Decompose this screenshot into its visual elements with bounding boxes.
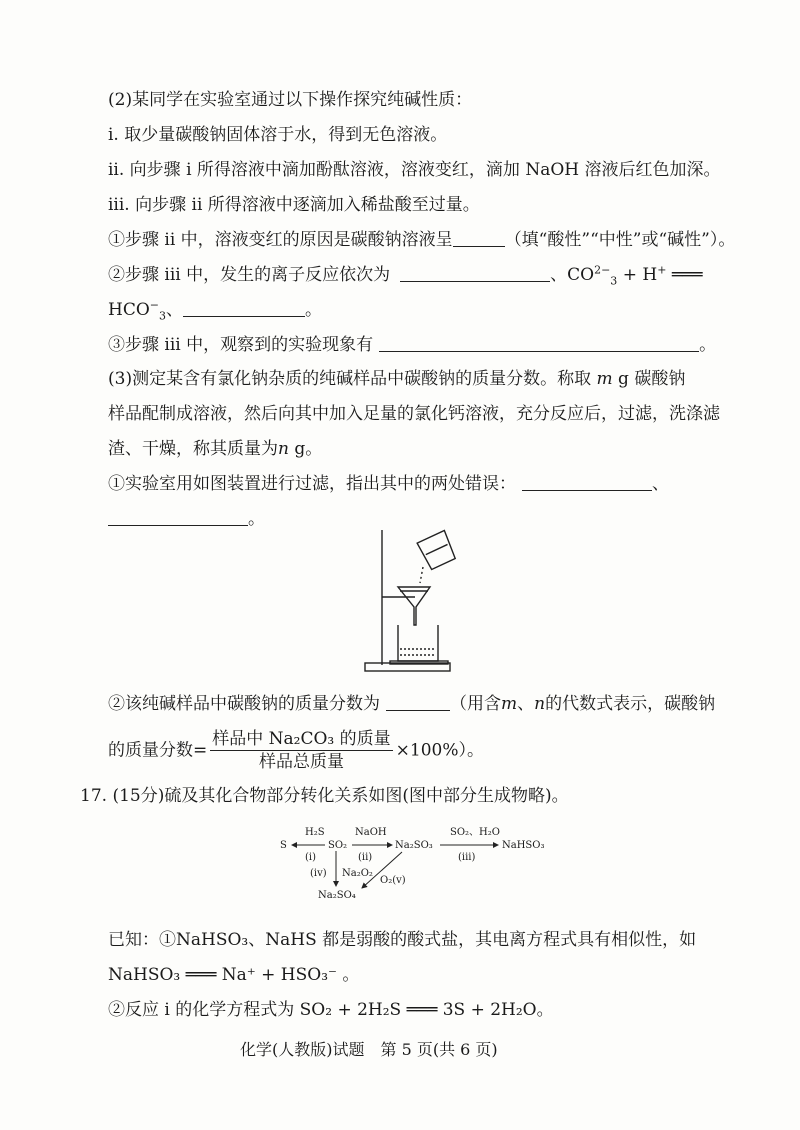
equals-sign: ═══ (671, 265, 703, 285)
answer-blank-error-1[interactable] (522, 472, 652, 491)
reagent-H2S: H₂S (305, 827, 325, 838)
q2-step-iii: iii. 向步骤 ii 所得溶液中逐滴加入稀盐酸至过量。 (108, 195, 480, 215)
q2-intro: (2)某同学在实验室通过以下操作探究纯碱性质： (108, 90, 473, 110)
answer-blank-solution-nature[interactable] (453, 228, 505, 247)
mass-fraction-formula: $\frac{\text{样品中 Na₂CO₃ 的质量}}{\text{样品总质量}}$ (212, 729, 391, 772)
q3-sub1-line2: 。 (108, 505, 265, 533)
q17-head: 17. (15分)硫及其化合物部分转化关系如图(图中部分生成物略)。 (80, 786, 569, 806)
node-SO2: SO₂ (328, 840, 348, 851)
q3-intro-a: (3)测定某含有氯化钠杂质的纯碱样品中碳酸钠的质量分数。称取 m g 碳酸钠 (108, 369, 686, 389)
reagent-SO2-H2O: SO₂、H₂O (450, 827, 500, 838)
q3-intro-c: 渣、干燥，称其质量为n g。 (108, 439, 323, 459)
q3-intro-b: 样品配制成溶液，然后向其中加入足量的氯化钙溶液，充分反应后，过滤，洗涤滤 (108, 404, 720, 424)
q2-sub1: ①步骤 ii 中，溶液变红的原因是碳酸钠溶液呈 （填“酸性”“中性”或“碱性”）。 (108, 230, 736, 250)
page-footer: 化学(人教版)试题 第 5 页(共 6 页) (240, 1040, 498, 1059)
answer-blank-error-2[interactable] (108, 507, 248, 526)
node-NaHSO3: NaHSO₃ (502, 840, 545, 851)
q2-sub2-line2: $HCO^-_3$、 。 (108, 298, 322, 323)
node-Na2SO4: Na₂SO₄ (318, 890, 356, 901)
reagent-NaOH: NaOH (355, 827, 387, 838)
sulfur-conversion-diagram (270, 818, 570, 908)
answer-blank-mass-fraction[interactable] (386, 692, 450, 711)
q17-known1-a: 已知：①NaHSO₃、NaHS 都是弱酸的酸式盐，其电离方程式具有相似性，如 (108, 930, 697, 950)
label-reaction-iii: (iii) (458, 852, 476, 863)
q2-step-i: i. 取少量碳酸钠固体溶于水，得到无色溶液。 (108, 125, 448, 145)
q2-sub2: ②步骤 iii 中，发生的离子反应依次为 、$CO^{2-}_3 + H^+$ ═══ (108, 263, 703, 288)
pouring-beaker (417, 530, 457, 570)
answer-blank-ion-reaction-3[interactable] (183, 298, 305, 317)
q2-sub3: ③步骤 iii 中，观察到的实验现象有 。 (108, 335, 717, 355)
q3-sub2: ②该纯碱样品中碳酸钠的质量分数为 （用含m、n的代数式表示，碳酸钠 (108, 694, 716, 714)
funnel (398, 587, 430, 625)
q3-formula: 的质量分数= $\frac{\text{样品中 Na₂CO₃ 的质量}}{\text{样品总质量}}$ ×100%）。 (108, 729, 485, 772)
answer-blank-ion-reaction-1[interactable] (400, 263, 550, 282)
q2-step-ii: ii. 向步骤 i 所得溶液中滴加酚酞溶液，溶液变红，滴加 NaOH 溶液后红色加深。 (108, 160, 721, 180)
reagent-O2-v: O₂(v) (380, 875, 406, 886)
node-S: S (280, 840, 287, 851)
filtration-apparatus-figure (360, 525, 470, 675)
answer-blank-phenomenon[interactable] (379, 333, 699, 352)
q3-sub1: ①实验室用如图装置进行过滤，指出其中的两处错误： 、 (108, 474, 669, 494)
node-Na2SO3: Na₂SO₃ (395, 840, 433, 851)
label-reaction-ii: (ii) (358, 852, 373, 863)
q17-known2: ②反应 i 的化学方程式为 SO₂ + 2H₂S ═══ 3S + 2H₂O。 (108, 1000, 554, 1020)
label-reaction-i: (i) (305, 852, 317, 863)
reagent-Na2O2: Na₂O₂ (342, 868, 373, 879)
q17-known1-b: NaHSO₃ ═══ Na⁺ + HSO₃⁻ 。 (108, 965, 360, 985)
label-reaction-iv: (iv) (310, 868, 327, 879)
